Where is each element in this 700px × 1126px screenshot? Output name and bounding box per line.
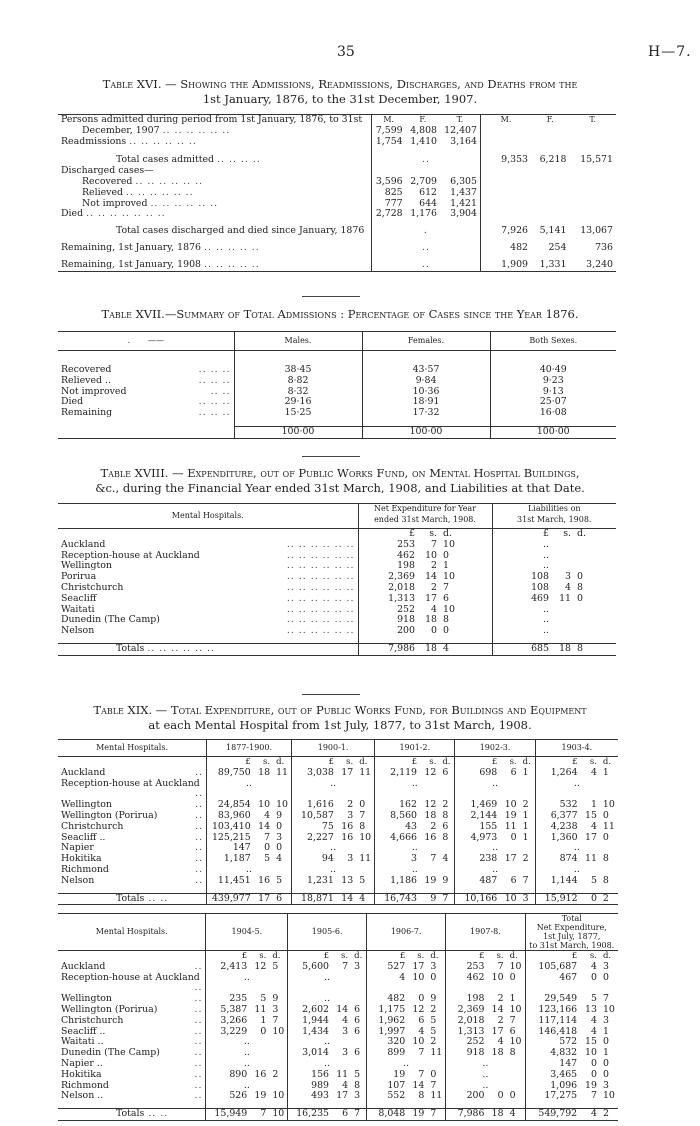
table-row: Auckland .. 2,413 12 5 5,600 7 3 527 17 3 253 7 10 105,687 4 3	[61, 960, 609, 972]
table-row: Died .. .. .. .. .. .. .. 2,728 1,176 3,904	[58, 209, 616, 220]
table-row: Wellington (Porirua) .. 5,387 11 3 2,602 14 6 1,175 12 2 2,369 14 10 123,166 13 10	[61, 1003, 615, 1015]
table-row: Total cases discharged and died since January, 1876 . 7,926 5,141 13,067	[116, 225, 613, 237]
table-row: Christchurch .. .. .. .. .. .. 2,018 2 7 108 4 8	[61, 581, 583, 593]
table-row: Totals .. .. .. .. .. .. 7,986 18 4 685 18 8	[58, 643, 616, 655]
table-row: Nelson .. .. .. .. .. .. 200 0 0 ..	[58, 626, 616, 637]
table-row: Recovered .. .. .. .. .. .. 3,596 2,709 6,305	[58, 177, 616, 188]
table-row: Totals .. .. 15,949 7 10 16,235 6 7 8,048 19 7 7,986 18 4 549,792 4 2	[58, 1109, 618, 1121]
table-row: Readmissions .. .. .. .. .. .. 1,754 1,410 3,164	[58, 137, 616, 148]
table-18-body	[58, 540, 616, 637]
table-row: Richmond .. .. .. .. .. ..	[58, 865, 618, 876]
table-row: December, 1907 .. .. .. .. .. .. 7,599 4,808 12,407	[58, 126, 616, 137]
table-row: Dunedin (The Camp) .. .. 3,014 3 6 899 7 11 918 18 8 4,832 10 1	[61, 1047, 609, 1059]
table-row: Total cases admitted .. .. .. .. .. 9,353 6,218 15,571	[116, 154, 613, 166]
page-number: 35	[337, 44, 355, 60]
page-header	[0, 44, 700, 62]
table-row: Recovered .. .. .. 38·45 43·57 40·49	[58, 365, 616, 376]
table-row: Christchurch .. 3,266 1 7 1,944 4 6 1,962 6 5 2,018 2 7 117,114 4 3	[61, 1014, 609, 1026]
table-19-title: Table XIX. — Total Expenditure, out of Public Works Fund, for Buildings and Equipment at each Mental Hospital from 1st July, 1877, to 31st March, 1908.	[93, 703, 587, 732]
table-row: Wellington .. 24,854 10 10 1,616 2 0 162 12 2 1,469 10 2 532 1 10	[61, 799, 615, 811]
table-17: . —— Males. Females. Both Sexes. Recovered .. .. .. 38·45 43·57 40·49 Relieved .. .. .. .. 8·82 9·84 9·23 Not improved .. .. 8·32 10·36 9·13 Died .. .. .. 29·16 18·91 25·07 Remaining .. .. .. 15·25 17·32 16·08 100·00 100·00 100·00	[58, 331, 616, 439]
table-row: Reception-house at Auckland .. .. .. .. .. .. 462 10 0 ..	[58, 551, 616, 562]
table-row: Seacliff .. .. 125,215 7 3 2,227 16 10 4,666 16 8 4,973 0 1 1,360 17 0	[61, 831, 609, 843]
table-row: Waitati .. .. .. .. 320 10 2 252 4 10 572 15 0	[61, 1036, 609, 1048]
table-row: Porirua .. .. .. .. .. .. 2,369 14 10 108 3 0	[61, 571, 583, 583]
table-row: Seacliff .. .. .. .. .. .. 1,313 17 6 469 11 0	[61, 592, 583, 604]
table-row: Wellington .. .. .. .. .. .. 198 2 1 ..	[58, 561, 616, 572]
table-row: Wellington .. 235 5 9 .. 482 0 9 198 2 1 29,549 5 7	[61, 993, 609, 1005]
table-row: Remaining, 1st January, 1876 .. .. .. .. .. .. 482 254 736	[61, 241, 613, 253]
table-row: Reception-house at Auckland .. .. .. 4 10 0 462 10 0 467 0 0	[61, 971, 609, 994]
table-17-title: Table XVII.—Summary of Total Admissions : Percentage of Cases since the Year 1876.	[101, 307, 579, 321]
table-18-title: Table XVIII. — Expenditure, out of Public Works Fund, on Mental Hospital Buildings, &c., during the Financial Year ended 31st March, 1908, and Liabilities at that Date.	[95, 466, 585, 495]
table-row: Seacliff .. .. 3,229 0 10 1,434 3 6 1,997 4 5 1,313 17 6 146,418 4 1	[61, 1025, 609, 1037]
table-row: Richmond .. .. 989 4 8 107 14 7 .. 1,096 19 3	[61, 1079, 609, 1091]
table-row: Relieved .. .. .. .. 8·82 9·84 9·23	[58, 376, 616, 387]
table-row: Relieved .. .. .. .. .. .. 825 612 1,437	[58, 188, 616, 199]
table-row: 100·00 100·00 100·00	[58, 427, 616, 439]
divider	[302, 296, 360, 297]
table-16-title: Table XVI. — Showing the Admissions, Readmissions, Discharges, and Deaths from the 1st January, 1876, to the 31st December, 1907.	[102, 77, 578, 106]
table-row: Remaining .. .. .. 15·25 17·32 16·08	[58, 408, 616, 419]
table-row: Napier .. 147 0 0 .. .. .. ..	[58, 843, 618, 854]
table-row: Auckland .. .. .. .. .. .. 253 7 10 ..	[58, 540, 616, 551]
table-row: Not improved .. .. 8·32 10·36 9·13	[58, 387, 616, 398]
table-16: Persons admitted during period from 1st January, 1876, to 31st M. F. T. M. F. T. December, 1907 .. .. .. .. .. .. 7,599 4,808 12,407 Readmissions .. .. .. .. .. .. 1,754 1,410 3,164 Total cases admitted .. .. .. .. .. 9,353 6,218 15,571 Discharged cases— Recovered .. .. .. .. .. .. 3,596 2,709 6,305 Relieved .. .. .. .. .. .. 825 612 1,437 Not improved .. .. .. .. .. .. 777 644 1,421 Died .. .. .. .. .. .. .. 2,728 1,176 3,904 Total cases discharged and died since January, 1876 . 7,926 5,141 13,067 Remaining, 1st January, 1876 .. .. .. .. .. .. 482 254 736 Remaining, 1st January, 1908 .. .. .. .. .. .. 1,909 1,331 3,240	[58, 114, 616, 272]
table-row: Reception-house at Auckland .. .. .. .. .. ..	[58, 779, 618, 801]
table-19-part-a: Mental Hospitals. 1877-1900. 1900-1. 1901-2. 1902-3. 1903-4. £ s. d. £ s. d. £ s. d. £ s. d. £ s. d. Auckland .. 89,750 18 11 3,038 17 11 2,119 12 6 698 6 1 1,264 4 1 Reception-house at Auckland .. .. .. .. .. .. Wellington .. 24,854 10 10 1,616 2 0 162 12 2 1,469 10 2 532 1 10 Wellington (Porirua) .. 83,960 4 9 10,587 3 7 8,560 18 8 2,144 19 1 6,377 15 0 Christchurch .. 103,410 14 0 75 16 8 43 2 6 155 11 1 4,238 4 11 Seacliff .. .. 125,215 7 3 2,227 16 10 4,666 16 8 4,973 0 1 1,360 17 0 Napier .. 147 0 0 .. .. .. .. Hokitika .. 1,187 5 4 94 3 11 3 7 4 238 17 2 874 11 8 Richmond .. .. .. .. .. .. Nelson .. 11,451 16 5 1,231 13 5 1,186 19 9 487 6 7 1,144 5 8 Totals .. .. 439,977 17 6 18,871 14 4 16,743 9 7 10,166 10 3 15,912 0 2	[58, 739, 618, 905]
table-row: Not improved .. .. .. .. .. .. 777 644 1,421	[58, 199, 616, 210]
table-row: Hokitika .. 1,187 5 4 94 3 11 3 7 4 238 17 2 874 11 8	[61, 853, 609, 865]
table-row: Wellington (Porirua) .. 83,960 4 9 10,587 3 7 8,560 18 8 2,144 19 1 6,377 15 0	[61, 809, 609, 821]
table-row: Auckland .. 89,750 18 11 3,038 17 11 2,119 12 6 698 6 1 1,264 4 1	[61, 766, 609, 778]
table-row: Dunedin (The Camp) .. .. .. .. .. .. 918 18 8 ..	[58, 615, 616, 626]
report-code: H—7.	[648, 44, 692, 60]
table-18: Mental Hospitals. Net Expenditure for Year ended 31st March, 1908. Liabilities on 31st March, 1908. £ s. d. £ s. d. Auckland .. .. .. .. .. .. 253 7 10 .. Reception-house at Auckland .. .. .. .. .. .. 462 10 0 .. Wellington .. .. .. .. .. .. 198 2 1 .. Porirua .. .. .. .. .. .. 2,369 14 10 108 3 0 Christchurch .. .. .. .. .. .. 2,018 2 7 108 4 8 Seacliff .. .. .. .. .. .. 1,313 17 6 469 11 0 Waitati .. .. .. .. .. .. 252 4 10 .. Dunedin (The Camp) .. .. .. .. .. .. 918 18 8 .. Nelson .. .. .. .. .. .. 200 0 0 .. Totals .. .. .. .. .. .. 7,986 18 4 685 18 8	[58, 503, 616, 656]
divider	[302, 456, 360, 457]
table-row: Totals .. .. 439,977 17 6 18,871 14 4 16,743 9 7 10,166 10 3 15,912 0 2	[58, 893, 618, 905]
table-row: Christchurch .. 103,410 14 0 75 16 8 43 2 6 155 11 1 4,238 4 11	[61, 820, 615, 832]
table-row: Nelson .. .. 526 19 10 493 17 3 552 8 11 200 0 0 17,275 7 10	[61, 1090, 615, 1102]
table-19-part-b: Mental Hospitals. 1904-5. 1905-6. 1906-7. 1907-8. Total Net Expenditure, 1st July, 1877, to 31st March, 1908. £ s. d. £ s. d. £ s. d. £ s. d. £ s. d. Auckland .. 2,413 12 5 5,600 7 3 527 17 3 253 7 10 105,687 4 3 Reception-house at Auckland .. .. .. 4 10 0 462 10 0 467 0 0 Wellington .. 235 5 9 .. 482 0 9 198 2 1 29,549 5 7 Wellington (Porirua) .. 5,387 11 3 2,602 14 6 1,175 12 2 2,369 14 10 123,166 13 10 Christchurch .. 3,266 1 7 1,944 4 6 1,962 6 5 2,018 2 7 117,114 4 3 Seacliff .. .. 3,229 0 10 1,434 3 6 1,997 4 5 1,313 17 6 146,418 4 1 Waitati .. .. .. .. 320 10 2 252 4 10 572 15 0 Dunedin (The Camp) .. .. 3,014 3 6 899 7 11 918 18 8 4,832 10 1 Napier .. .. .. .. .. .. 147 0 0 Hokitika .. 890 16 2 156 11 5 19 7 0 .. 3,465 0 0 Richmond .. .. 989 4 8 107 14 7 .. 1,096 19 3 Nelson .. .. 526 19 10 493 17 3 552 8 11 200 0 0 17,275 7 10 Totals .. .. 15,949 7 10 16,235 6 7 8,048 19 7 7,986 18 4 549,792 4 2	[58, 913, 618, 1121]
table-row: Nelson .. 11,451 16 5 1,231 13 5 1,186 19 9 487 6 7 1,144 5 8	[61, 874, 609, 886]
table-row: Napier .. .. .. .. .. .. 147 0 0	[61, 1057, 609, 1069]
table-row: Hokitika .. 890 16 2 156 11 5 19 7 0 .. 3,465 0 0	[61, 1068, 609, 1080]
divider	[302, 694, 360, 695]
table-row: Remaining, 1st January, 1908 .. .. .. .. .. .. 1,909 1,331 3,240	[58, 260, 616, 271]
table-row: Waitati .. .. .. .. .. .. 252 4 10 ..	[58, 605, 616, 616]
table-row: Died .. .. .. 29·16 18·91 25·07	[58, 397, 616, 408]
